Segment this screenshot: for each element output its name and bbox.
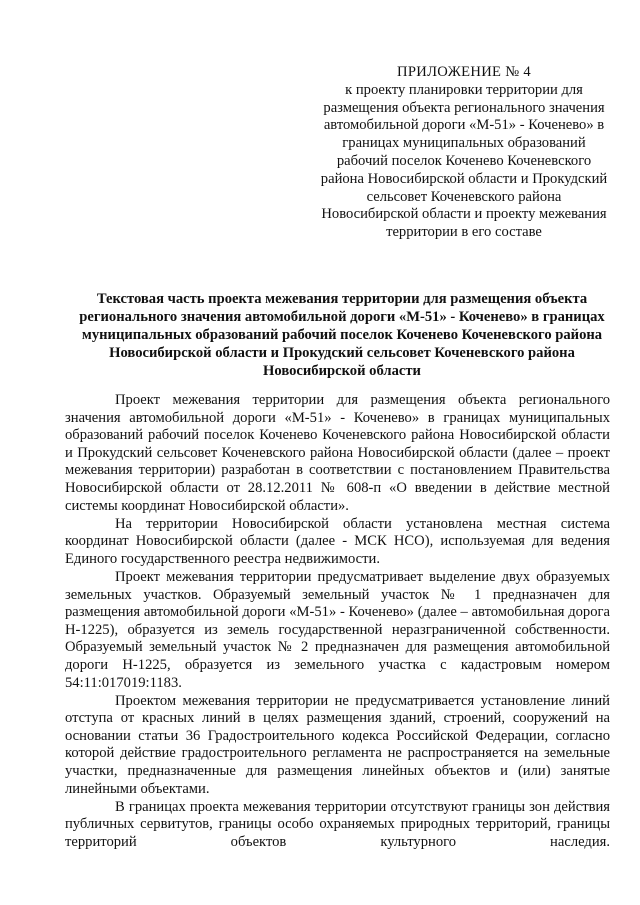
paragraph-2: На территории Новосибирской области установлена местная система координат Новосибирской области (далее - МСК НСО), используемая для ведения Единого государственного реестра недвижимости. <box>65 515 610 567</box>
paragraph-1: Проект межевания территории для размещения объекта регионального значения автомобильной дороги «М-51» - Коченево» в границах муниципальных образований рабочий поселок Коченево Коченевского района Новосибирской области и Прокудский сельсовет Коченевского района Новосибирской области (далее – проект межевания территории) разработан в соответствии с постановлением Правительства Новосибирской области от 28.12.2011 № 608-п «О введении в действие местной системы координат Новосибирской области». <box>65 392 610 514</box>
document-heading: Текстовая часть проекта межевания территории для размещения объекта регионального значения автомобильной дороги «М-51» - Коченево» в границах муниципальных образований рабочий поселок Коченево Коченевского района Новосибирской области и Прокудский сельсовет Коченевского района Новосибирской области <box>79 291 605 379</box>
appendix-block <box>318 64 610 242</box>
paragraph-3: Проект межевания территории предусматривает выделение двух образуемых земельных участков. Образуемый земельный участок № 1 предназначен для размещения автомобильной дороги «М-51» - Коченево» (далее – автомобильная дорога Н-1225), образуется из земель государственной неразграниченной собственности. Образуемый земельный участок № 2 предназначен для размещения автомобильной дороги Н-1225, образуется из земельного участка с кадастровым номером 54:11:017019:1183. <box>65 568 610 691</box>
paragraph-4: Проектом межевания территории не предусматривается установление линий отступа от красных линий в целях размещения зданий, строений, сооружений на основании статьи 36 Градостроительного кодекса Российской Федерации, согласно которой действие градостроительного регламента не распространяется на земельные участки, предназначенные для размещения линейных объектов и (или) занятые линейными объектами. <box>65 692 610 797</box>
appendix-text: к проекту планировки территории для размещения объекта регионального значения автомобильной дороги «М-51» - Коченево» в границах муниципальных образований рабочий поселок Коченево Коченевского района Новосибирской области и Прокудский сельсовет Коченевского района Новосибирской области и проекту межевания территории в его составе <box>320 81 608 241</box>
appendix-title: ПРИЛОЖЕНИЕ № 4 <box>397 64 531 80</box>
document-body <box>65 392 610 852</box>
paragraph-5: В границах проекта межевания территории отсутствуют границы зон действия публичных сервитутов, границы особо охраняемых природных территорий, границы территорий объектов культурного наследия. <box>65 798 610 850</box>
